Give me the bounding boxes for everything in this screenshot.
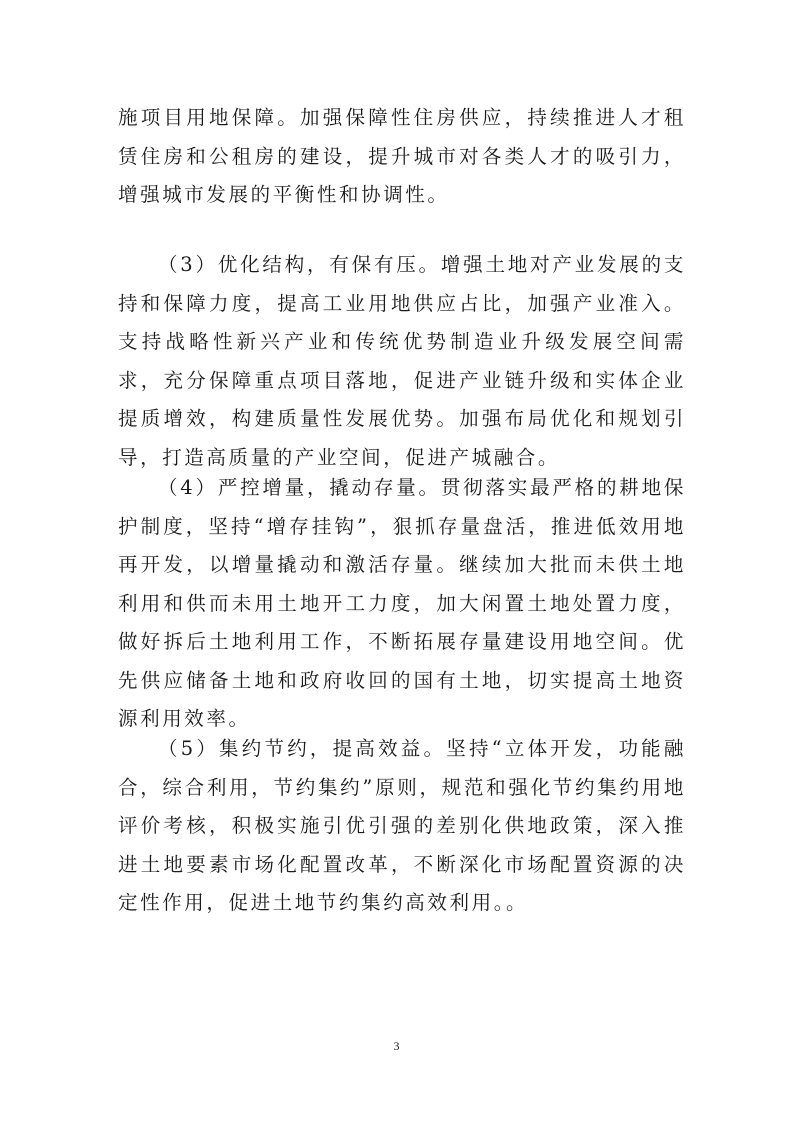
page-number: 3 (393, 1039, 400, 1053)
paragraph-continuation: 施项目用地保障。加强保障性住房供应，持续推进人才租赁住房和公租房的建设，提升城市对各类人才的吸引力，增强城市发展的平衡性和协调性。 (118, 106, 686, 206)
paragraph-intensive-saving: （5）集约节约，提高效益。坚持“立体开发，功能融合，综合利用，节约集约”原则，规范和强化节约集约用地评价考核，积极实施引优引强的差别化供地政策，深入推进土地要素市场化配置改革，不断深化市场配置资源的决定性作用，促进土地节约集约高效利用。。 (118, 737, 686, 914)
paragraph-control-increment: （4）严控增量，撬动存量。贯彻落实最严格的耕地保护制度，坚持“增存挂钩”，狠抓存量盘活，推进低效用地再开发，以增量撬动和激活存量。继续加大批而未供土地利用和供而未用土地开工力度，加大闲置土地处置力度，做好拆后土地利用工作，不断拓展存量建设用地空间。优先供应储备土地和政府收回的国有土地，切实提高土地资源利用效率。 (118, 476, 686, 730)
paragraph-optimize-structure: （3）优化结构，有保有压。增强土地对产业发展的支持和保障力度，提高工业用地供应占比，加强产业准入。支持战略性新兴产业和传统优势制造业升级发展空间需求，充分保障重点项目落地，促进产业链升级和实体企业提质增效，构建质量性发展优势。加强布局优化和规划引导，打造高质量的产业空间，促进产城融合。 (118, 253, 686, 469)
